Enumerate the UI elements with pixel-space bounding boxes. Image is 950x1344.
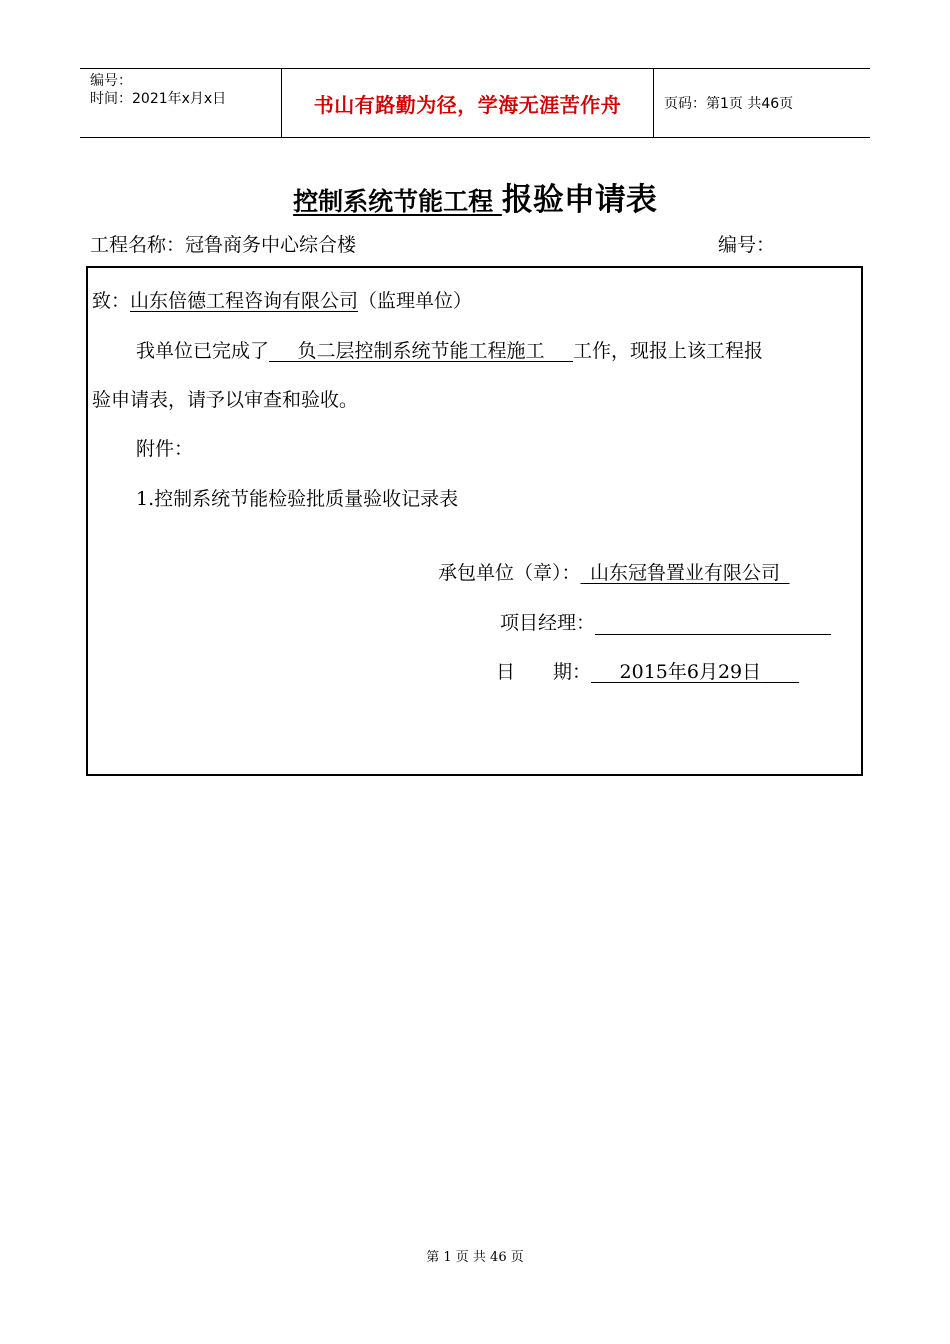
work-description: 负二层控制系统节能工程施工: [297, 340, 545, 362]
header-meta: [80, 69, 281, 137]
paragraph-line-2: 验申请表，请予以审查和验收。: [92, 389, 359, 411]
page-header: [80, 68, 870, 138]
to-line: 致：山东倍德工程咨询有限公司（监理单位）: [92, 290, 473, 312]
header-slogan-cell: [281, 69, 654, 137]
date-value: 2015年6月29日: [619, 661, 762, 683]
paragraph-line-1: 我单位已完成了 负二层控制系统节能工程施工 工作，现报上该工程报: [136, 340, 764, 362]
application-form-box: [86, 266, 863, 776]
header-page-info: 页码：第1页 共46页: [664, 96, 794, 112]
project-number-label: 编号：: [718, 234, 776, 256]
project-line: [90, 230, 870, 257]
title-part1: 控制系统节能工程: [293, 187, 502, 216]
attachment-label: 附件：: [136, 438, 194, 460]
header-slogan: 书山有路勤为径，学海无涯苦作舟: [313, 92, 622, 117]
project-name: 工程名称：冠鲁商务中心综合楼: [90, 234, 357, 256]
header-time: 时间：2021年x月x日: [90, 91, 227, 107]
title-part2: 报验申请表: [501, 182, 657, 218]
page-title: [0, 174, 950, 219]
contractor-line: 承包单位（章）： 山东冠鲁置业有限公司: [438, 558, 790, 585]
header-number: 编号：: [90, 73, 132, 89]
contractor-name: 山东冠鲁置业有限公司: [590, 562, 781, 584]
manager-blank: [595, 614, 831, 635]
date-line: 日 期： 2015年6月29日: [496, 657, 799, 684]
attachment-item: 1.控制系统节能检验批质量验收记录表: [136, 488, 459, 510]
manager-line: 项目经理：: [500, 608, 831, 635]
supervisor-name: 山东倍德工程咨询有限公司: [130, 290, 359, 312]
page-footer: 第 1 页 共 46 页: [426, 1250, 524, 1265]
